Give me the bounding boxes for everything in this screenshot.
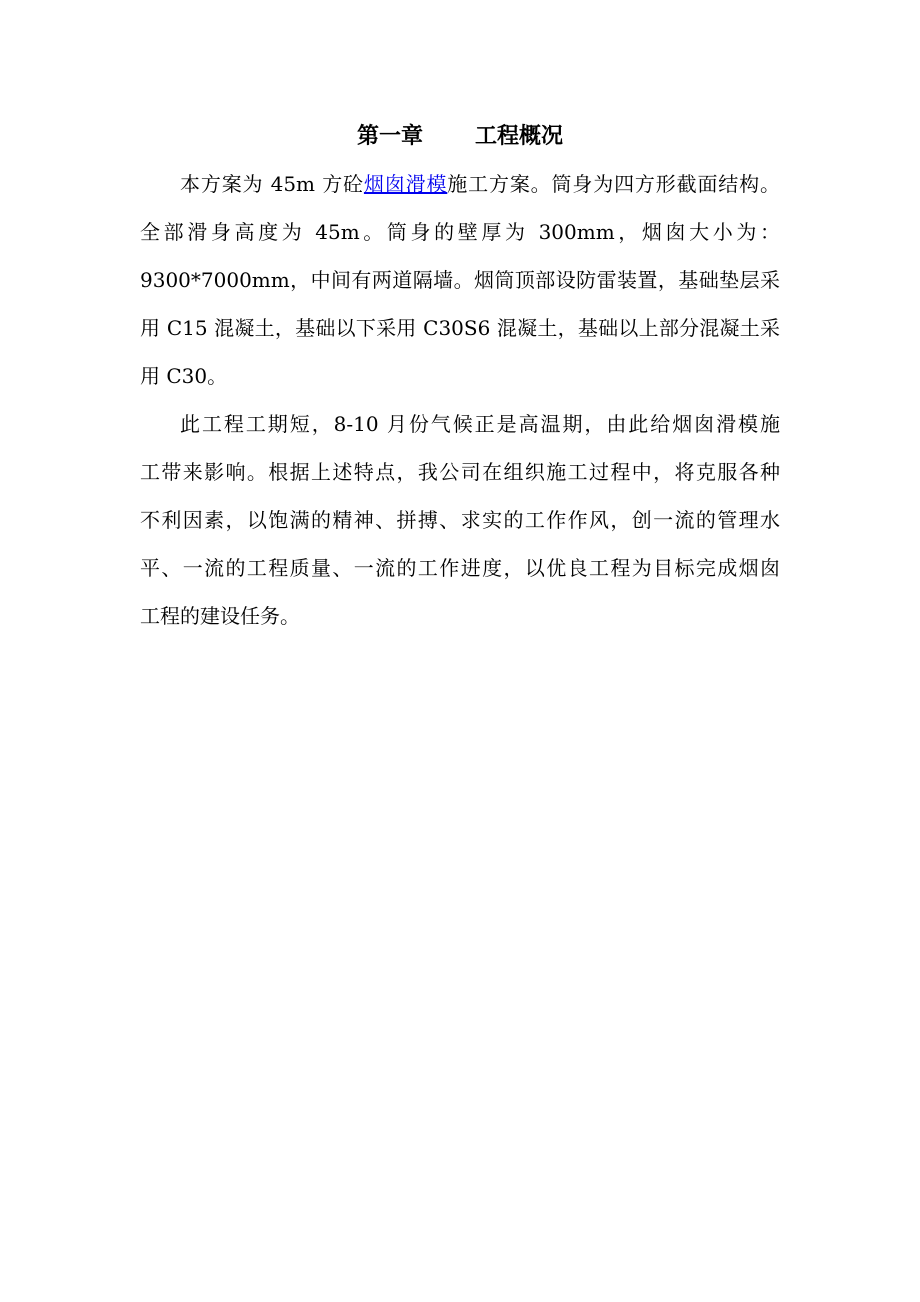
- paragraph-line: 9300*7000mm，中间有两道隔墙。烟筒顶部设防雷装置，基础垫层采: [140, 268, 780, 292]
- paragraph-line: 本方案为 45m 方砼烟囱滑模施工方案。筒身为四方形截面结构。: [180, 172, 780, 196]
- paragraph-schedule-challenges: [140, 400, 780, 640]
- paragraph-line: 工带来影响。根据上述特点，我公司在组织施工过程中，将克服各种: [140, 460, 780, 484]
- paragraph-line: 不利因素，以饱满的精神、拼搏、求实的工作作风，创一流的管理水: [140, 508, 780, 532]
- paragraph-line: 此工程工期短，8-10 月份气候正是高温期，由此给烟囱滑模施: [180, 412, 780, 436]
- paragraph-line: 用 C15 混凝土，基础以下采用 C30S6 混凝土，基础以上部分混凝土采: [140, 316, 780, 340]
- paragraph-line: 全部滑身高度为 45m。筒身的壁厚为 300mm，烟囱大小为：: [140, 220, 780, 244]
- paragraph-project-description: [140, 160, 780, 400]
- paragraph-line: 工程的建设任务。: [140, 604, 300, 628]
- paragraph-line: 平、一流的工程质量、一流的工作进度，以优良工程为目标完成烟囱: [140, 556, 780, 580]
- chapter-number: 第一章: [356, 123, 423, 149]
- chapter-heading: [0, 116, 920, 156]
- chapter-title: 工程概况: [475, 123, 564, 149]
- paragraph-line: 用 C30。: [140, 364, 228, 388]
- chimney-slipform-link[interactable]: 烟囱滑模: [363, 172, 448, 196]
